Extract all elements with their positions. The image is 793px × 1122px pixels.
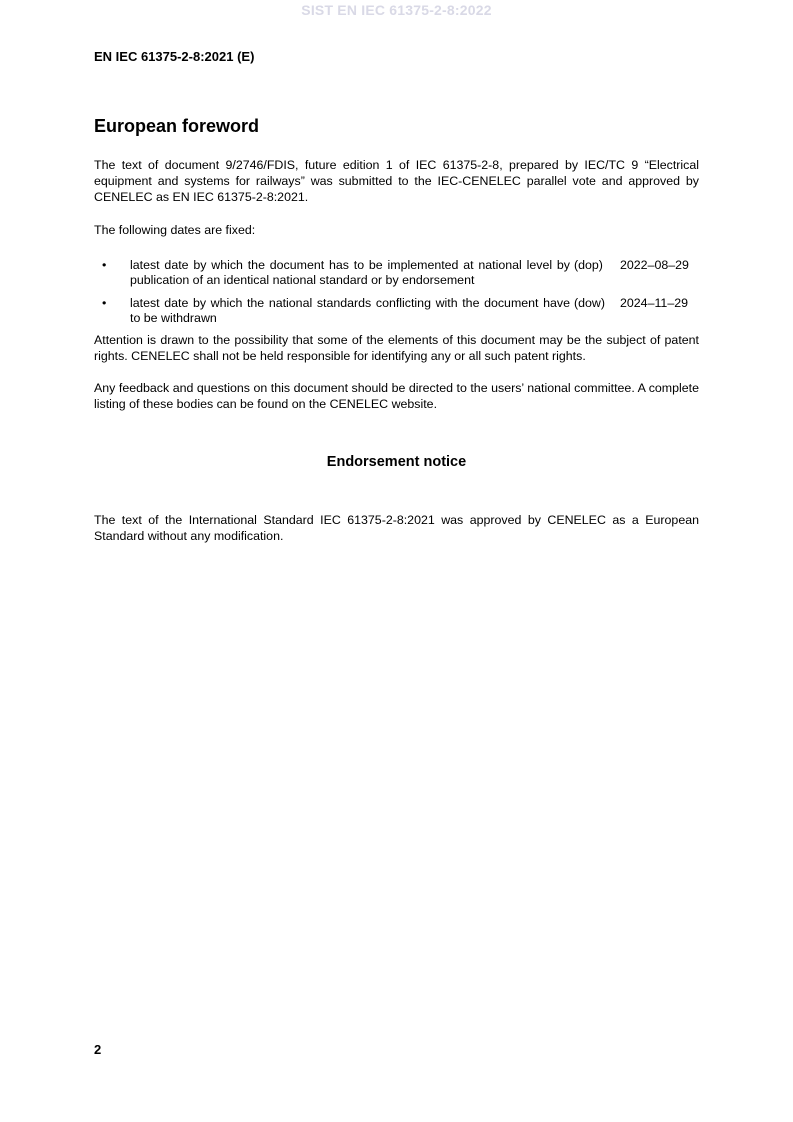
bullet-marker: • xyxy=(102,296,107,310)
date-item-value: 2022–08–29 xyxy=(620,258,689,272)
bullet-marker: • xyxy=(102,258,107,272)
date-item-text: latest date by which the national standards conflicting with the document have to be withdrawn xyxy=(130,296,570,325)
foreword-title: European foreword xyxy=(94,116,260,136)
date-item-text: latest date by which the document has to be implemented at national level by publication of an identical national standard or by endorsement xyxy=(130,258,570,287)
foreword-paragraph-2: The following dates are fixed: xyxy=(94,223,256,237)
endorsement-text: The text of the International Standard IEC 61375-2-8:2021 was approved by CENELEC as a European Standard without any modification. xyxy=(94,513,699,543)
watermark: SIST EN IEC 61375-2-8:2022 xyxy=(301,2,492,18)
foreword-paragraph-1: The text of document 9/2746/FDIS, future edition 1 of IEC 61375-2-8, prepared by IEC/TC 9 “Electrical equipment and systems for railways” was submitted to the IEC-CENELEC parallel vote and approved by CENELEC as EN IEC 61375-2-8:2021. xyxy=(94,158,699,204)
document-header: EN IEC 61375-2-8:2021 (E) xyxy=(94,49,255,64)
endorsement-title: Endorsement notice xyxy=(326,454,467,470)
date-item-value: 2024–11–29 xyxy=(620,296,688,310)
foreword-paragraph-4: Any feedback and questions on this document should be directed to the users’ national committee. A complete listing of these bodies can be found on the CENELEC website. xyxy=(94,381,699,411)
foreword-paragraph-3: Attention is drawn to the possibility that some of the elements of this document may be the subject of patent rights. CENELEC shall not be held responsible for identifying any or all such patent rights. xyxy=(94,333,699,363)
page-number: 2 xyxy=(94,1042,102,1057)
date-item-abbreviation: (dop) xyxy=(574,258,603,272)
date-item-abbreviation: (dow) xyxy=(574,296,605,310)
